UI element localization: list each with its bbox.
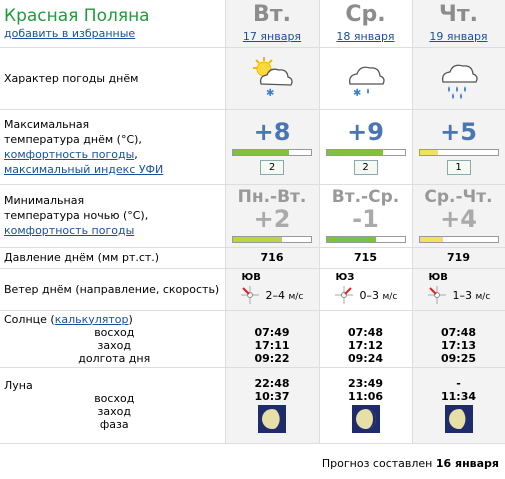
moon-label-cell bbox=[0, 367, 225, 443]
forecast-footer bbox=[322, 457, 499, 470]
day-date-link[interactable]: 18 января bbox=[336, 30, 395, 44]
moonset-time: 11:34 bbox=[440, 390, 476, 403]
wind-label: Ветер днём (направление, скорость) bbox=[0, 268, 225, 310]
max-label-line2: температура днём (°C), bbox=[4, 132, 142, 146]
comfort-bar bbox=[326, 149, 406, 156]
max-temp-cell bbox=[319, 109, 412, 184]
comfort-link[interactable]: комфортность погоды bbox=[4, 147, 135, 161]
moonrise-label: восход bbox=[94, 392, 135, 405]
svg-text:✱: ✱ bbox=[352, 87, 361, 99]
day-name: Чт. bbox=[439, 2, 478, 28]
max-temp-cell bbox=[225, 109, 319, 184]
max-temp: +9 bbox=[347, 117, 384, 146]
uvi-badge: 1 bbox=[447, 160, 471, 175]
sunrise-time: 07:49 bbox=[254, 325, 290, 339]
min-temp: +2 bbox=[253, 205, 291, 233]
wind-unit: м/с bbox=[382, 292, 398, 302]
day-date-link[interactable]: 17 января bbox=[242, 30, 302, 44]
wind-direction: ЮВ bbox=[241, 272, 261, 283]
day-header-0 bbox=[225, 0, 319, 47]
min-comfort-bar bbox=[419, 236, 499, 243]
comfort-bar-fill bbox=[420, 150, 439, 155]
wind-speed: 2–4 bbox=[265, 289, 285, 302]
sun-paren-close: ) bbox=[128, 312, 133, 326]
day-header-2 bbox=[412, 0, 505, 47]
day-date-link[interactable]: 19 января bbox=[429, 30, 488, 44]
sunrise-label: восход bbox=[94, 325, 135, 339]
min-comfort-bar-fill bbox=[233, 237, 282, 242]
footer-date: 16 января bbox=[435, 457, 499, 470]
day-name: Вт. bbox=[253, 2, 291, 28]
city-name: Красная Поляна bbox=[4, 5, 150, 26]
moonrise-time: 23:49 bbox=[347, 377, 383, 390]
sunset-time: 17:13 bbox=[440, 338, 476, 352]
wind-cell bbox=[225, 268, 319, 310]
daylength-label: долгота дня bbox=[78, 351, 151, 365]
weather-label: Характер погоды днём bbox=[0, 47, 225, 109]
header-cell bbox=[0, 0, 225, 47]
max-temp-label-cell bbox=[0, 109, 225, 184]
daylength-value: 09:22 bbox=[254, 351, 290, 365]
moon-label: Луна bbox=[4, 379, 33, 392]
comfort-bar bbox=[232, 149, 312, 156]
pressure-value: 716 bbox=[225, 247, 319, 268]
comfort-bar-fill bbox=[233, 150, 289, 155]
sun-paren-open: ( bbox=[50, 312, 55, 326]
comfort-bar-fill bbox=[327, 150, 383, 155]
max-label-line1: Максимальная bbox=[4, 117, 90, 131]
svg-text:✱: ✱ bbox=[266, 87, 275, 99]
wind-direction: ЮЗ bbox=[335, 272, 355, 283]
wind-direction: ЮВ bbox=[428, 272, 448, 283]
sunrise-time: 07:48 bbox=[440, 325, 476, 339]
sun-cell bbox=[319, 310, 412, 367]
daylength-value: 09:24 bbox=[347, 351, 383, 365]
min-comfort-bar-fill bbox=[327, 237, 376, 242]
uvi-badge: 2 bbox=[354, 160, 378, 175]
waning-gibbous-moon-icon bbox=[445, 405, 473, 433]
moonrise-time: - bbox=[456, 377, 461, 390]
pressure-value: 715 bbox=[319, 247, 412, 268]
weather-cell bbox=[412, 47, 505, 109]
min-temp-cell bbox=[412, 184, 505, 247]
sun-calculator-link[interactable]: калькулятор bbox=[54, 312, 129, 326]
uvi-badge: 2 bbox=[260, 160, 284, 175]
moon-cell bbox=[412, 367, 505, 443]
sunset-time: 17:11 bbox=[254, 338, 290, 352]
max-temp: +8 bbox=[253, 117, 291, 146]
cloudy-snow-icon bbox=[343, 54, 389, 100]
min-temp-cell bbox=[319, 184, 412, 247]
wind-cell bbox=[412, 268, 505, 310]
wind-compass-icon bbox=[427, 285, 447, 305]
sun-cell bbox=[225, 310, 319, 367]
day-header-1 bbox=[319, 0, 412, 47]
min-temp: +4 bbox=[440, 205, 477, 233]
daylength-value: 09:25 bbox=[440, 351, 476, 365]
sun-label: Солнце bbox=[4, 312, 47, 326]
sun-label-cell bbox=[0, 310, 225, 367]
uvi-link[interactable]: максимальный индекс УФИ bbox=[4, 162, 164, 176]
min-label-line2: температура ночью (°C), bbox=[4, 209, 149, 222]
weather-cell bbox=[225, 47, 319, 109]
night-period: Пн.-Вт. bbox=[237, 187, 307, 207]
wind-unit: м/с bbox=[475, 292, 491, 302]
night-period: Вт.-Ср. bbox=[331, 187, 400, 207]
moonrise-time: 22:48 bbox=[254, 377, 290, 390]
waning-gibbous-moon-icon bbox=[258, 405, 286, 433]
min-comfort-link[interactable]: комфортность погоды bbox=[4, 224, 135, 237]
wind-compass-icon bbox=[240, 285, 260, 305]
footer-prefix: Прогноз составлен bbox=[321, 457, 433, 470]
last-quarter-moon-icon bbox=[352, 405, 380, 433]
min-temp-cell bbox=[225, 184, 319, 247]
min-comfort-bar bbox=[232, 236, 312, 243]
pressure-label: Давление днём (мм рт.ст.) bbox=[0, 247, 225, 268]
pressure-value: 719 bbox=[412, 247, 505, 268]
wind-speed: 0–3 bbox=[359, 289, 379, 302]
min-temp: -1 bbox=[352, 205, 379, 233]
max-temp: +5 bbox=[440, 117, 477, 146]
comfort-bar bbox=[419, 149, 499, 156]
min-comfort-bar-fill bbox=[420, 237, 443, 242]
wind-speed: 1–3 bbox=[452, 289, 472, 302]
night-period: Ср.-Чт. bbox=[424, 187, 493, 207]
sunset-label: заход bbox=[97, 338, 131, 352]
moon-phase-label: фаза bbox=[99, 418, 129, 431]
moon-cell bbox=[225, 367, 319, 443]
day-name: Ср. bbox=[345, 2, 386, 28]
sun-cell bbox=[412, 310, 505, 367]
max-temp-cell bbox=[412, 109, 505, 184]
comfort-comma: , bbox=[134, 147, 138, 161]
wind-cell bbox=[319, 268, 412, 310]
min-label-line1: Минимальная bbox=[4, 194, 85, 207]
moon-cell bbox=[319, 367, 412, 443]
wind-compass-icon bbox=[334, 285, 354, 305]
moonset-time: 11:06 bbox=[347, 390, 383, 403]
wind-unit: м/с bbox=[288, 292, 304, 302]
cloudy-rain-icon bbox=[436, 54, 482, 100]
wind-speed-block bbox=[453, 289, 491, 302]
min-temp-label-cell bbox=[0, 184, 225, 247]
weather-cell bbox=[319, 47, 412, 109]
wind-speed-block bbox=[266, 289, 304, 302]
min-comfort-bar bbox=[326, 236, 406, 243]
wind-speed-block bbox=[360, 289, 398, 302]
sunset-time: 17:12 bbox=[347, 338, 383, 352]
add-favorites-link[interactable]: добавить в избранные bbox=[4, 26, 136, 40]
moonset-label: заход bbox=[97, 405, 131, 418]
sunrise-time: 07:48 bbox=[347, 325, 383, 339]
moonset-time: 10:37 bbox=[254, 390, 290, 403]
partly-sunny-snow-icon bbox=[249, 54, 295, 100]
